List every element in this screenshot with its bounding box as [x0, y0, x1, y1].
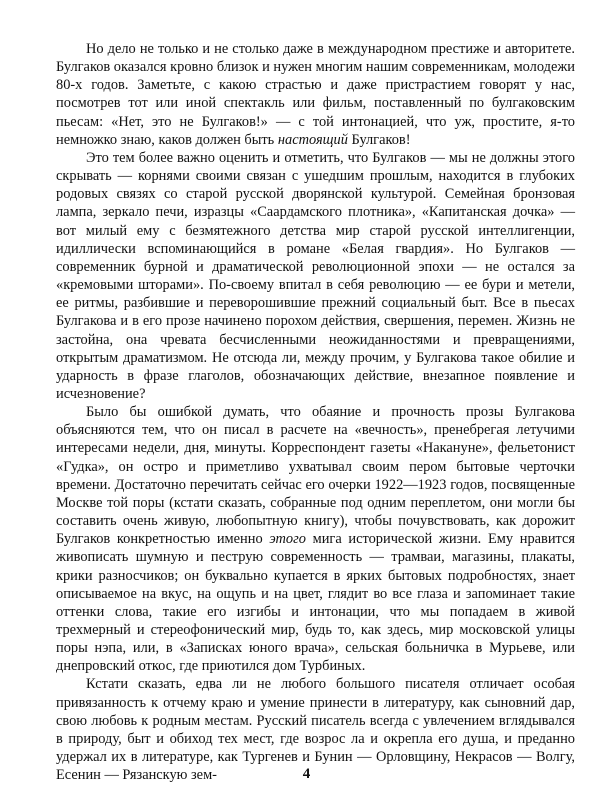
page-body	[56, 40, 575, 784]
paragraph-1-text-b: Булгаков!	[347, 131, 411, 148]
paragraph-3-text-b: мига исторической жизни. Ему нравится живописать шумную и пеструю современность — трамваи, магазины, плакаты, крики разносчиков; он буквально купается в ярких бытовых подробностях, знает описываемое на вкус, на ощупь и на цвет, глядит во все глаза и запоминает такие оттенки слова, такие его изгибы и интонации, что мы попадаем в живой трехмерный и стереофонический мир, будь то, как здесь, мир московской улицы поры нэпа, или, в «Записках юного врача», сельская больничка в Мурьеве, или днепровский откос, где приютился дом Турбиных.	[56, 531, 575, 675]
paragraph-1	[56, 40, 575, 149]
paragraph-1-text-a: Но дело не только и не столько даже в международном престиже и авторитете. Булгаков оказался кровно близок и нужен многим нашим современникам, молодежи 80-х годов. Заметьте, с какою страстью и даже пристрастием говорят у нас, посмотрев тот или иной спектакль или фильм, поставленный по булгаковским пьесам: «Нет, это не Булгаков!» — с той интонацией, что уж, простите, я-то немножко знаю, каков должен быть	[56, 41, 575, 148]
paragraph-3-emphasis: этого	[269, 531, 306, 548]
paragraph-1-emphasis: настоящий	[277, 131, 348, 148]
paragraph-4-text: Кстати сказать, едва ли не любого большого писателя отличает особая привязанность к отчему краю и умение принести в литературу, как сыновний дар, свою любовь к родным местам. Русский писатель всегда с увлечением вглядывался в природу, быт и обиход тех мест, где возрос ла и окрепла его душа, и преданно удержал их в литературе, как Тургенев и Бунин — Орловщину, Некрасов — Волгу, Есенин — Рязанскую зем-	[56, 676, 575, 784]
paragraph-3	[56, 403, 575, 675]
page-number: 4	[302, 766, 311, 782]
paragraph-2-text: Это тем более важно оценить и отметить, что Булгаков — мы не должны этого скрывать — корнями своими связан с ушедшим прошлым, находится в глубоких родовых связях со старой русской дворянской культурой. Семейная бронзовая лампа, зеркало печи, изразцы «Саардамского плотника», «Капитанская дочка» — вот милый ему с безмятежного детства мир старой русской интеллигенции, идиллически вспоминающийся в романе «Белая гвардия». Но Булгаков — современник бурной и драматической революционной эпохи — не остался за «кремовыми шторами». По-своему впитал в себя революцию — ее бури и метели, ее ритмы, разбившие и переворошившие прежний социальный быт. Все в пьесах Булгакова и в его прозе начинено порохом действия, свершения, перемен. Жизнь не застойна, она чревата бесчисленными неожиданностями и превращениями, открытым драматизмом. Не отсюда ли, между прочим, у Булгакова такое обилие и ударность в фразе глаголов, обозначающих действие, внезапное появление и исчезновение?	[56, 149, 575, 402]
paragraph-2	[56, 149, 575, 403]
paragraph-3-text-a: Было бы ошибкой думать, что обаяние и прочность прозы Булгакова объясняются тем, что он писал в расчете на «вечность», пренебрегая летучими интересами недели, дня, минуты. Корреспондент газеты «Накануне», фельетонист «Гудка», он остро и приметливо ухватывал своим пером бытовые черточки времени. Достаточно перечитать сейчас его очерки 1922—1923 годов, посвященные Москве той поры (кстати сказать, собранные под одним переплетом, они могли бы составить очень живую, любопытную книгу), чтобы почувствовать, как дорожит Булгаков конкретностью именно	[56, 404, 575, 548]
